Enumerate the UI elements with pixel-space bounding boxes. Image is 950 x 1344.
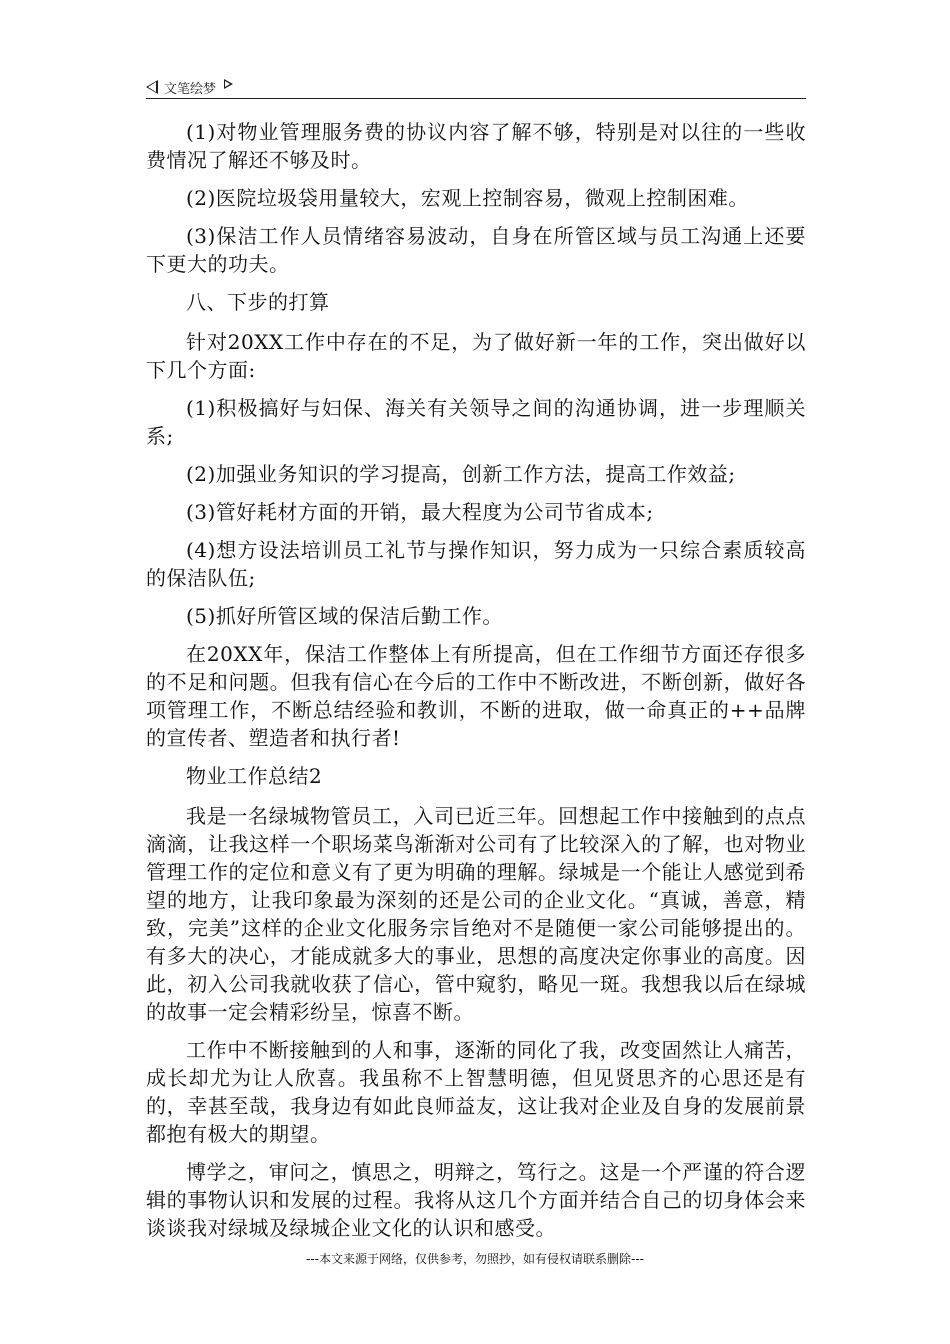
header-brand: 文笔绘梦 bbox=[164, 81, 217, 97]
paragraph: (2)医院垃圾袋用量较大，宏观上控制容易，微观上控制困难。 bbox=[186, 186, 749, 210]
paragraph: (5)抓好所管区域的保洁后勤工作。 bbox=[186, 604, 503, 628]
right-triangle-icon bbox=[224, 79, 233, 89]
paragraph: 工作中不断接触到的人和事，逐渐的同化了我，改变固然让人痛苦，成长却尤为让人欣喜。我虽称不上智慧明德，但见贤思齐的心思还是有的，幸甚至哉，我身边有如此良师益友，这让我对企业及自身的发展前景都抱有极大的期望。 bbox=[146, 1038, 806, 1146]
section-title: 物业工作总结2 bbox=[186, 764, 323, 788]
paragraph: 针对20XX工作中存在的不足，为了做好新一年的工作，突出做好以下几个方面: bbox=[146, 330, 806, 382]
paragraph: 我是一名绿城物管员工，入司已近三年。回想起工作中接触到的点点滴滴，让我这样一个职场菜鸟渐渐对公司有了比较深入的了解，也对物业管理工作的定位和意义有了更为明确的理解。绿城是一个能让人感觉到希望的地方，让我印象最为深刻的还是公司的企业文化。“真诚，善意，精致，完美”这样的企业文化服务宗旨绝对不是随便一家公司能够提出的。有多大的决心，才能成就多大的事业，思想的高度决定你事业的高度。因此，初入公司我就收获了信心，管中窥豹，略见一斑。我想我以后在绿城的故事一定会精彩纷呈，惊喜不断。 bbox=[146, 804, 806, 1024]
paragraph: (2)加强业务知识的学习提高，创新工作方法，提高工作效益; bbox=[186, 462, 736, 486]
footer-notice: ---本文来源于网络，仅供参考，勿照抄，如有侵权请联系删除--- bbox=[306, 1252, 644, 1266]
document-body bbox=[146, 118, 806, 1252]
paragraph: 在20XX年，保洁工作整体上有所提高，但在工作细节方面还存很多的不足和问题。但我有信心在今后的工作中不断改进，不断创新，做好各项管理工作，不断总结经验和教训，不断的进取，做一命真正的++品牌的宣传者、塑造者和执行者! bbox=[146, 642, 806, 750]
paragraph: (4)想方设法培训员工礼节与操作知识，努力成为一只综合素质较高的保洁队伍; bbox=[146, 538, 806, 590]
left-triangle-icon bbox=[146, 80, 158, 94]
paragraph: (1)积极搞好与妇保、海关有关领导之间的沟通协调，进一步理顺关系; bbox=[146, 396, 806, 448]
header-divider bbox=[146, 98, 806, 99]
section-heading: 八、下步的打算 bbox=[186, 290, 330, 314]
paragraph: (3)保洁工作人员情绪容易波动，自身在所管区域与员工沟通上还要下更大的功夫。 bbox=[146, 224, 806, 276]
paragraph: (3)管好耗材方面的开销，最大程度为公司节省成本; bbox=[186, 500, 654, 524]
paragraph: 博学之，审问之，慎思之，明辩之，笃行之。这是一个严谨的符合逻辑的事物认识和发展的过程。我将从这几个方面并结合自己的切身体会来谈谈我对绿城及绿城企业文化的认识和感受。 bbox=[146, 1160, 806, 1240]
paragraph: (1)对物业管理服务费的协议内容了解不够，特别是对以往的一些收费情况了解还不够及时。 bbox=[146, 120, 806, 172]
page-header bbox=[146, 76, 806, 98]
